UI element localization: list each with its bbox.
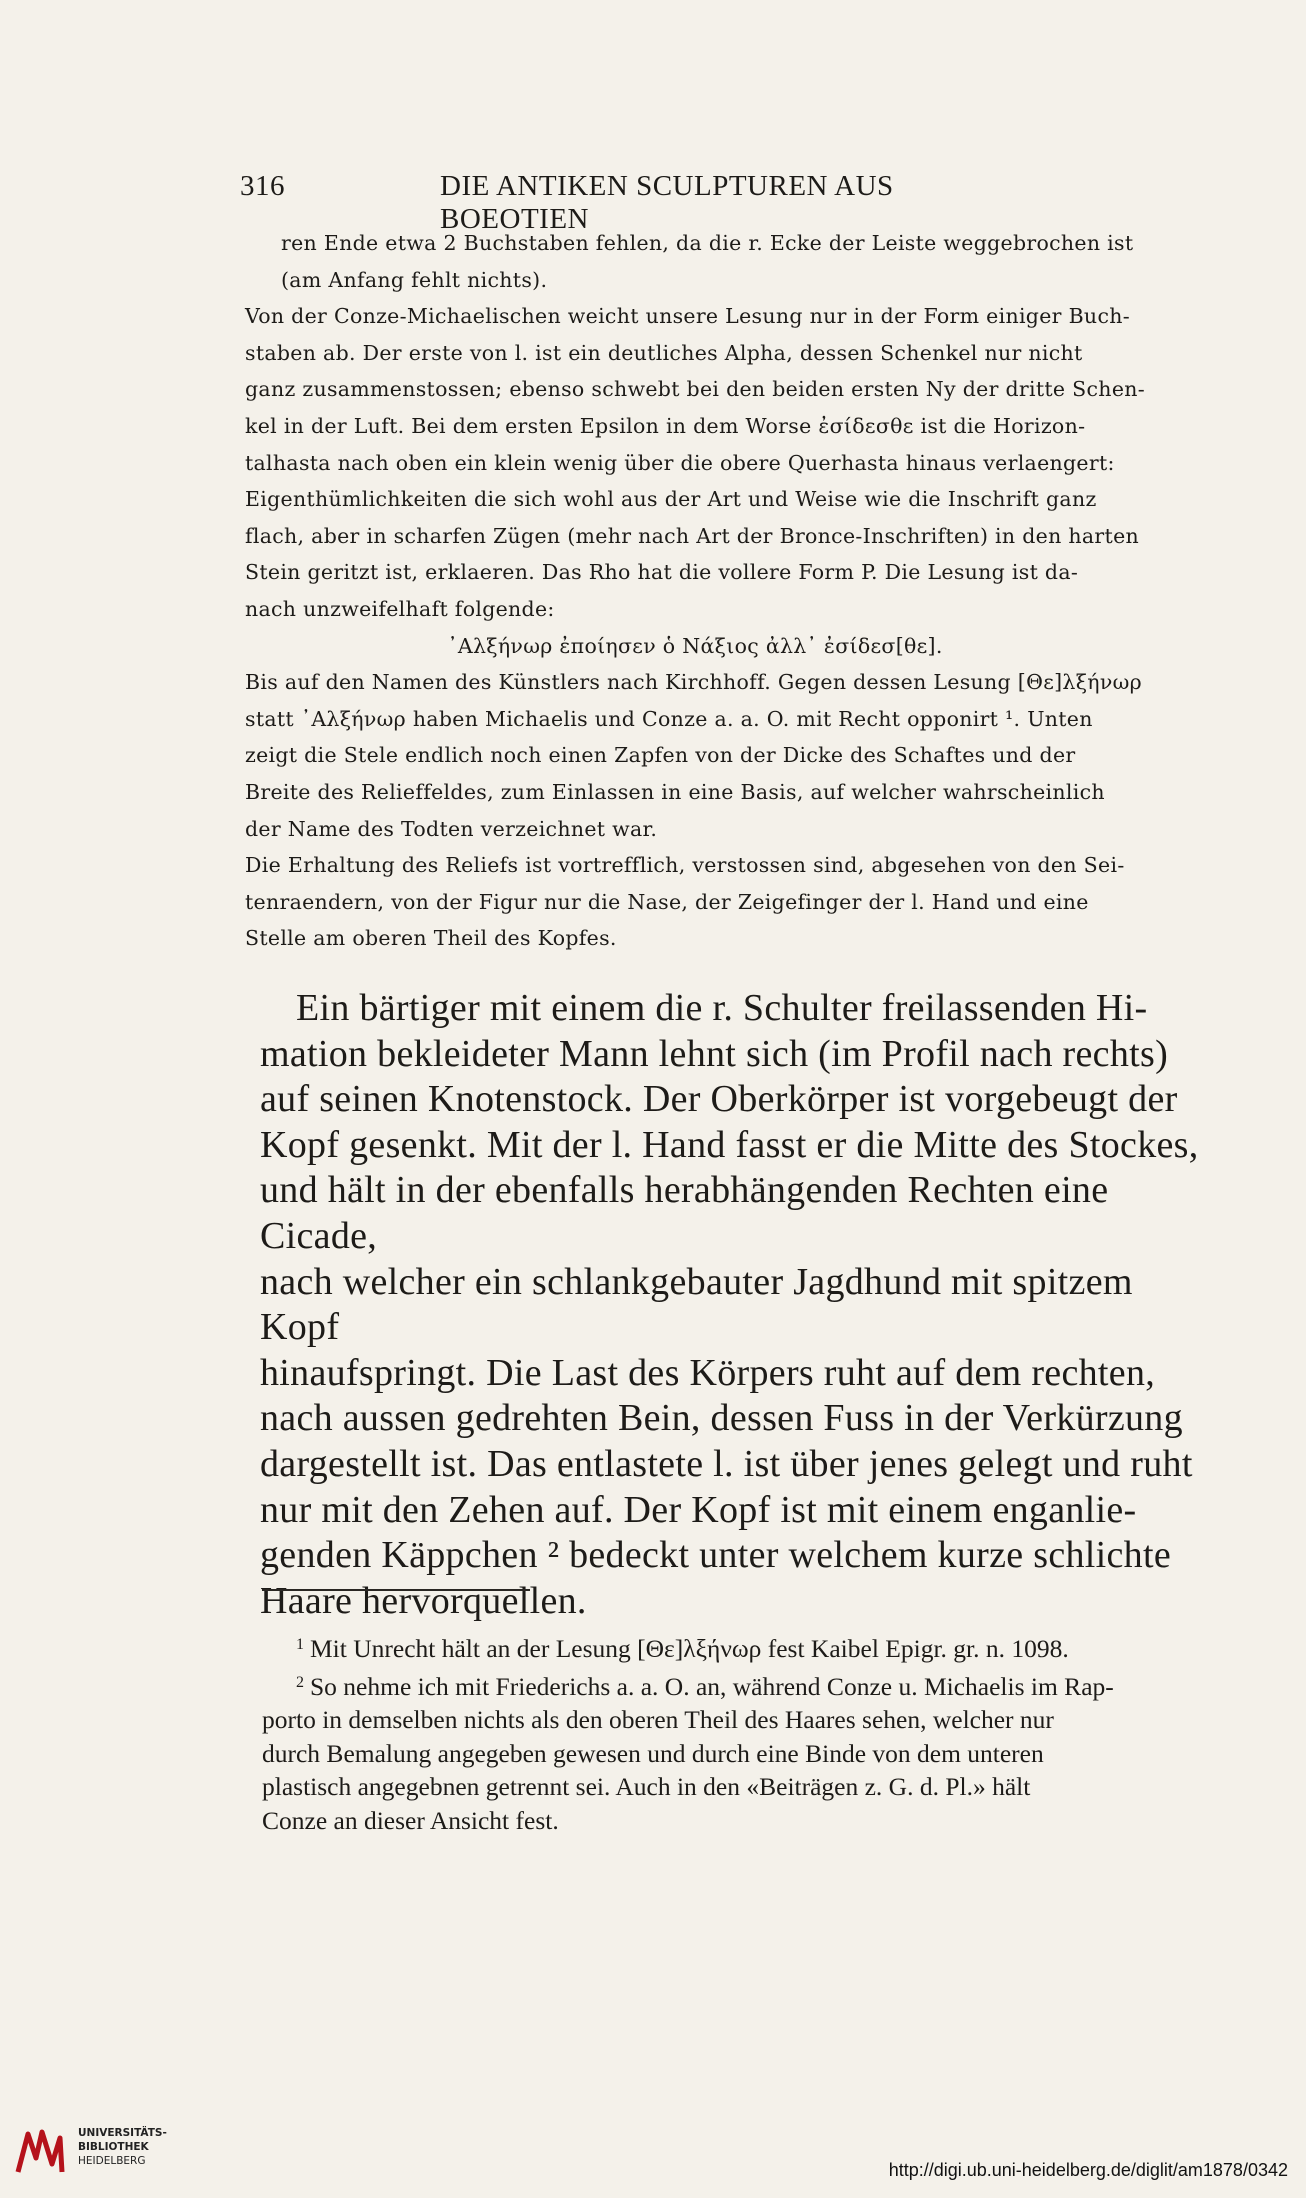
paragraph-reading [245,664,1215,847]
library-name-line: BIBLIOTHEK [78,2141,149,2153]
text-line: Von der Conze-Michaelischen weicht unsere Lesung nur in der Form einiger Buch- [245,304,1130,329]
text-line: Stein geritzt ist, erklaeren. Das Rho hat die vollere Form P. Die Lesung ist da- [245,560,1079,585]
text-line: Kopf gesenkt. Mit der l. Hand fasst er die Mitte des Stockes, [260,1123,1199,1166]
paragraph-preservation [245,847,1215,957]
text-line: talhasta nach oben ein klein wenig über die obere Querhasta hinaus verlaengert: [245,450,1115,475]
text-line: nach welcher ein schlankgebauter Jagdhund mit spitzem Kopf [260,1260,1133,1349]
paragraph-letterforms [245,298,1215,627]
text-line: und hält in der ebenfalls herabhängenden Rechten eine Cicade, [260,1169,1109,1257]
text-line: Die Erhaltung des Reliefs ist vortrefflich, verstossen sind, abgesehen von den Sei- [245,853,1125,878]
page-number: 316 [240,170,285,202]
library-name-line: HEIDELBERG [78,2155,146,2167]
text-line: Ein bärtiger mit einem die r. Schulter freilassenden Hi- [296,987,1148,1029]
running-header [240,170,1022,235]
library-name [78,2126,167,2168]
text-line: statt ᾿Αλξήνωρ haben Michaelis und Conze a. a. O. mit Recht opponirt ¹. Unten [245,706,1093,731]
text-line: Haare hervorquellen. [260,1579,587,1622]
small-print-section [245,225,1215,957]
text-line: der Name des Todten verzeichnet war. [245,816,658,841]
text-line: Mit Unrecht hält an der Lesung [Θε]λξήνωρ fest Kaibel Epigr. gr. n. 1098. [310,1634,1069,1663]
footnote-1 [262,1628,1222,1666]
paragraph-continued [245,225,1215,298]
footnotes [262,1628,1222,1837]
greek-inscription: ᾿Αλξήνωρ ἐποίησεν ὁ Νάξιος ἀλλ᾿ ἐσίδεσ[θε]. [447,633,943,658]
running-title: DIE ANTIKEN SCULPTUREN AUS BOEOTIEN [440,170,894,235]
library-logo[interactable] [12,2118,167,2188]
text-line: staben ab. Der erste von l. ist ein deutliches Alpha, dessen Schenkel nur nicht [245,340,1083,365]
footnote-mark: 1 [296,1636,304,1653]
text-line: nach aussen gedrehten Bein, dessen Fuss in der Verkürzung [260,1397,1183,1440]
text-line: durch Bemalung angegeben gewesen und durch eine Binde von dem unteren [262,1738,1044,1768]
text-line: ganz zusammenstossen; ebenso schwebt bei den beiden ersten Ny der dritte Schen- [245,377,1145,402]
text-line: Breite des Relieffeldes, zum Einlassen in eine Basis, auf welcher wahrscheinlich [245,779,1105,804]
text-line: mation bekleideter Mann lehnt sich (im Profil nach rechts) [260,1032,1169,1075]
text-line: genden Käppchen ² bedeckt unter welchem kurze schlichte [260,1534,1172,1577]
text-line: nur mit den Zehen auf. Der Kopf ist mit einem enganlie- [260,1488,1137,1531]
library-name-line: UNIVERSITÄTS- [78,2127,167,2139]
main-description [260,986,1220,1624]
text-line: So nehme ich mit Friederichs a. a. O. an, während Conze u. Michaelis im Rap- [310,1671,1114,1701]
text-line: Conze an dieser Ansicht fest. [262,1805,559,1835]
text-line: dargestellt ist. Das entlastete l. ist über jenes gelegt und ruht [260,1442,1193,1485]
footnote-mark: 2 [296,1673,304,1691]
text-line: nach unzweifelhaft folgende: [245,596,555,621]
text-line: auf seinen Knotenstock. Der Oberkörper ist vorgebeugt der [260,1078,1178,1121]
text-line: plastisch angegebnen getrennt sei. Auch in den «Beiträgen z. G. d. Pl.» hält [262,1772,1031,1801]
text-line: Bis auf den Namen des Künstlers nach Kirchhoff. Gegen dessen Lesung [Θε]λξήνωρ [245,670,1143,695]
source-url[interactable]: http://digi.ub.uni-heidelberg.de/diglit/am1878/0342 [888,2160,1288,2180]
text-line: kel in der Luft. Bei dem ersten Epsilon in dem Worse ἐσίδεσθε ist die Horizon- [245,413,1086,438]
text-line: hinaufspringt. Die Last des Körpers ruht auf dem rechten, [260,1351,1156,1394]
text-line: Stelle am oberen Theil des Kopfes. [245,926,617,951]
text-line: flach, aber in scharfen Zügen (mehr nach Art der Bronce-Inschriften) in den harten [245,523,1140,548]
text-line: zeigt die Stele endlich noch einen Zapfen von der Dicke des Schaftes und der [245,743,1076,768]
text-line: porto in demselben nichts als den oberen Theil des Haares sehen, welcher nur [262,1705,1054,1734]
text-line: (am Anfang fehlt nichts). [281,267,548,292]
footnote-2 [262,1666,1222,1704]
library-seal-icon [12,2124,68,2180]
text-line: ren Ende etwa 2 Buchstaben fehlen, da die r. Ecke der Leiste weggebrochen ist [281,231,1134,255]
text-line: Eigenthümlichkeiten die sich wohl aus der Art und Weise wie die Inschrift ganz [245,487,1097,512]
text-line: tenraendern, von der Figur nur die Nase, der Zeigefinger der l. Hand und eine [245,889,1089,914]
footnote-divider [262,1589,530,1591]
